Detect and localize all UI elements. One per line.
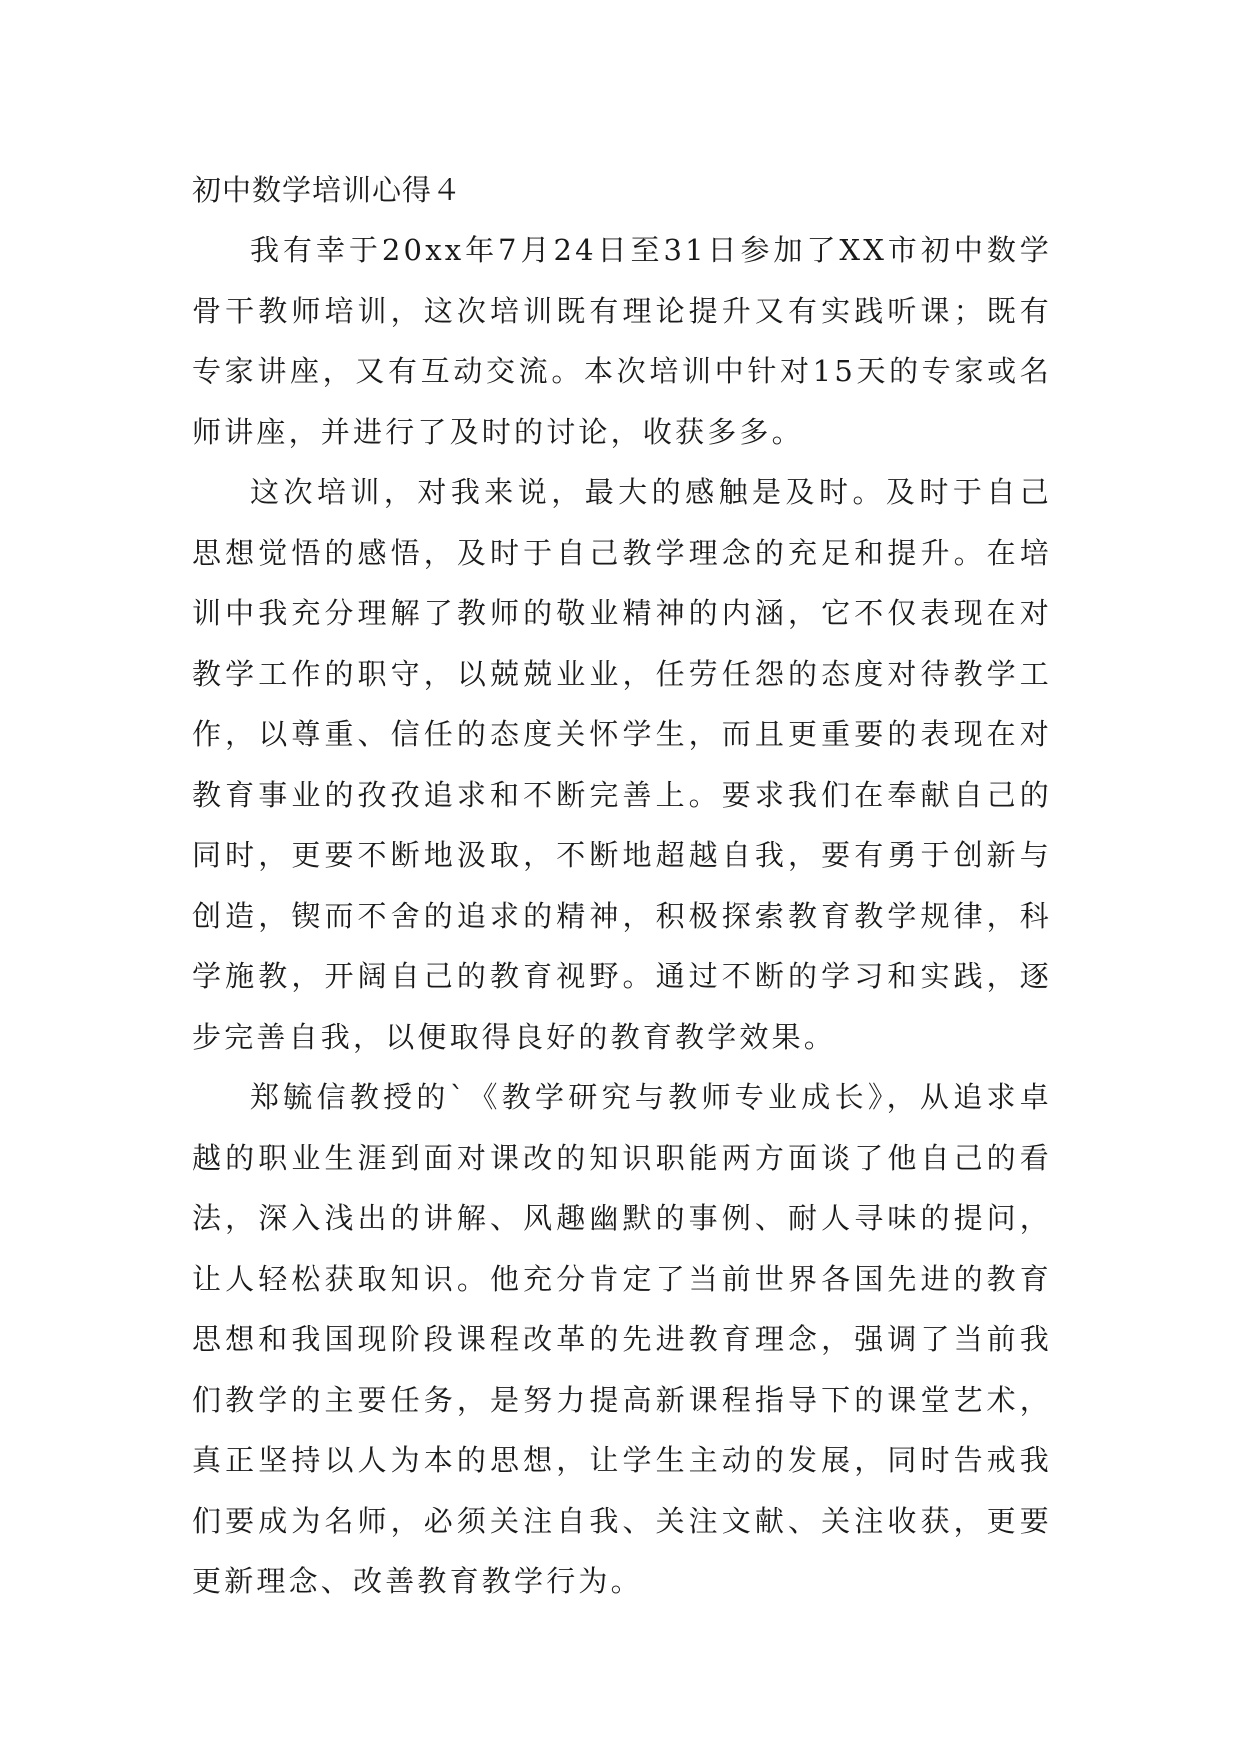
document-title: 初中数学培训心得４ [192, 173, 463, 207]
paragraph-1: 我有幸于20xx年7月24日至31日参加了XX市初中数学骨干教师培训，这次培训既有理论提升又有实践听课；既有专家讲座，又有互动交流。本次培训中针对15天的专家或名师讲座，并进行了及时的讨论，收获多多。 [192, 233, 1052, 449]
paragraph-2: 这次培训，对我来说，最大的感触是及时。及时于自己思想觉悟的感悟，及时于自己教学理念的充足和提升。在培训中我充分理解了教师的敬业精神的内涵，它不仅表现在对教学工作的职守，以兢兢业业，任劳任怨的态度对待教学工作，以尊重、信任的态度关怀学生，而且更重要的表现在对教育事业的孜孜追求和不断完善上。要求我们在奉献自己的同时，更要不断地汲取，不断地超越自我，要有勇于创新与创造，锲而不舍的追求的精神，积极探索教育教学规律，科学施教，开阔自己的教育视野。通过不断的学习和实践，逐步完善自我，以便取得良好的教育教学效果。 [192, 475, 1052, 1054]
document-body [192, 160, 1052, 1612]
paragraph-3: 郑毓信教授的`《教学研究与教师专业成长》，从追求卓越的职业生涯到面对课改的知识职能两方面谈了他自己的看法，深入浅出的讲解、风趣幽默的事例、耐人寻味的提问，让人轻松获取知识。他充分肯定了当前世界各国先进的教育思想和我国现阶段课程改革的先进教育理念，强调了当前我们教学的主要任务，是努力提高新课程指导下的课堂艺术，真正坚持以人为本的思想，让学生主动的发展，同时告戒我们要成为名师，必须关注自我、关注文献、关注收获，更要更新理念、改善教育教学行为。 [192, 1080, 1052, 1598]
